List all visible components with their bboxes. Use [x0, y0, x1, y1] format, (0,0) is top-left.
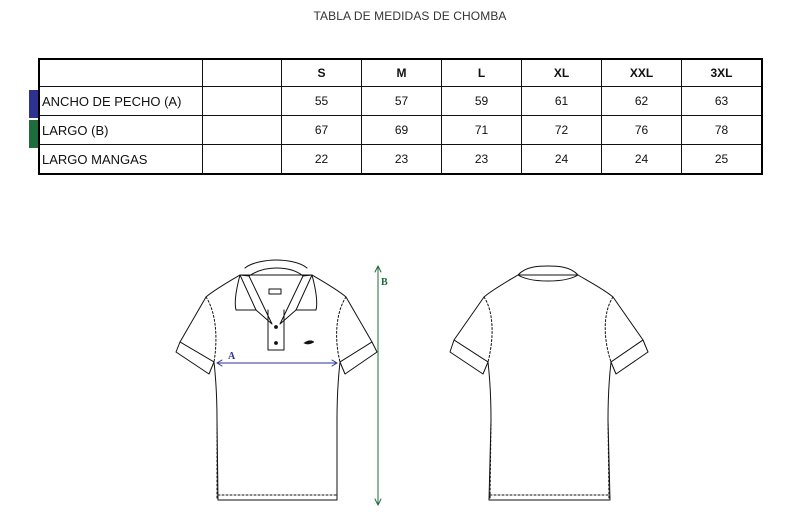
table-cell: 59 [442, 87, 522, 116]
table-cell: 63 [682, 87, 763, 116]
table-cell: 57 [362, 87, 442, 116]
row-label: LARGO MANGAS [39, 145, 203, 175]
table-cell: 23 [442, 145, 522, 175]
size-header: XL [522, 59, 602, 87]
table-cell: 78 [682, 116, 763, 145]
table-cell: 76 [602, 116, 682, 145]
table-cell: 61 [522, 87, 602, 116]
size-header: 3XL [682, 59, 763, 87]
table-cell: 24 [602, 145, 682, 175]
label-b: B [381, 277, 388, 288]
table-cell: 62 [602, 87, 682, 116]
size-header: S [282, 59, 362, 87]
polo-front-view [176, 260, 377, 500]
table-cell: 24 [522, 145, 602, 175]
table-cell: 67 [282, 116, 362, 145]
table-cell: 23 [362, 145, 442, 175]
row-label: ANCHO DE PECHO (A) [39, 87, 203, 116]
table-cell: 55 [282, 87, 362, 116]
table-cell: 71 [442, 116, 522, 145]
page-title: TABLA DE MEDIDAS DE CHOMBA [313, 9, 507, 23]
table-cell: 69 [362, 116, 442, 145]
size-header: L [442, 59, 522, 87]
row-label: LARGO (B) [39, 116, 203, 145]
size-header: XXL [602, 59, 682, 87]
table-cell: 72 [522, 116, 602, 145]
measurement-b-arrow [375, 266, 381, 505]
label-a: A [228, 351, 236, 362]
size-header: M [362, 59, 442, 87]
table-cell: 22 [282, 145, 362, 175]
table-cell: 25 [682, 145, 763, 175]
polo-back-view [450, 266, 648, 500]
